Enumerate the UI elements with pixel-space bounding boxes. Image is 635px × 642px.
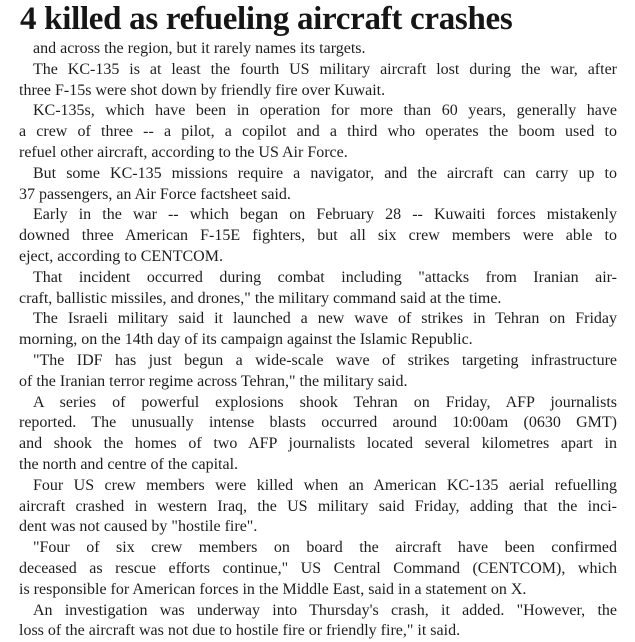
article-line: 37 passengers, an Air Force factsheet said. <box>19 185 291 203</box>
article-line: a crew of three -- a pilot, a copilot and a third who operates the boom used to <box>19 123 617 141</box>
article-line: downed three American F-15E fighters, but all six crew members were able to <box>19 227 617 245</box>
article-line: Four US crew members were killed when an American KC-135 aerial refuelling <box>33 476 617 494</box>
article-line: reported. The unusually intense blasts occurred around 10:00am (0630 GMT) <box>19 414 617 432</box>
article-line: is responsible for American forces in the Middle East, said in a statement on X. <box>19 580 527 598</box>
article-line: aircraft crashed in western Iraq, the US military said Friday, adding that the inci- <box>19 497 617 515</box>
article-line: eject, according to CENTCOM. <box>19 247 223 265</box>
article-line: The Israeli military said it launched a new wave of strikes in Tehran on Friday <box>33 310 617 328</box>
article-line: and shook the homes of two AFP journalists located several kilometres apart in <box>19 435 617 453</box>
article-line: dent was not caused by "hostile fire". <box>19 518 258 536</box>
article-line: loss of the aircraft was not due to hostile fire or friendly fire," it said. <box>19 622 461 640</box>
article-line: "The IDF has just begun a wide-scale wave of strikes targeting infrastructure <box>33 351 617 369</box>
article-line: But some KC-135 missions require a navigator, and the aircraft can carry up to <box>33 164 617 182</box>
article-line: deceased as rescue efforts continue," US Central Command (CENTCOM), which <box>19 559 617 577</box>
article-body <box>19 39 617 642</box>
article-headline: 4 killed as refueling aircraft crashes <box>20 1 513 37</box>
article-line: An investigation was underway into Thursday's crash, it added. "However, the <box>33 601 617 619</box>
article-line: and across the region, but it rarely names its targets. <box>33 40 366 57</box>
article-line: KC-135s, which have been in operation for more than 60 years, generally have <box>33 102 617 120</box>
article-line: morning, on the 14th day of its campaign against the Islamic Republic. <box>19 331 473 349</box>
article-line: craft, ballistic missiles, and drones," the military command said at the time. <box>19 289 502 307</box>
article-line: refuel other aircraft, according to the US Air Force. <box>19 143 348 161</box>
article-line: the north and centre of the capital. <box>19 455 239 473</box>
article-line: of the Iranian terror regime across Tehran," the military said. <box>19 372 408 390</box>
article-line: "Four of six crew members on board the aircraft have been confirmed <box>33 539 617 557</box>
article-line: That incident occurred during combat including "attacks from Iranian air- <box>33 268 617 286</box>
article-line: The KC-135 is at least the fourth US military aircraft lost during the war, after <box>33 60 617 78</box>
article-line: A series of powerful explosions shook Tehran on Friday, AFP journalists <box>33 393 617 411</box>
article-line: Early in the war -- which began on February 28 -- Kuwaiti forces mistakenly <box>33 206 617 224</box>
article-line: three F-15s were shot down by friendly fire over Kuwait. <box>19 81 386 99</box>
